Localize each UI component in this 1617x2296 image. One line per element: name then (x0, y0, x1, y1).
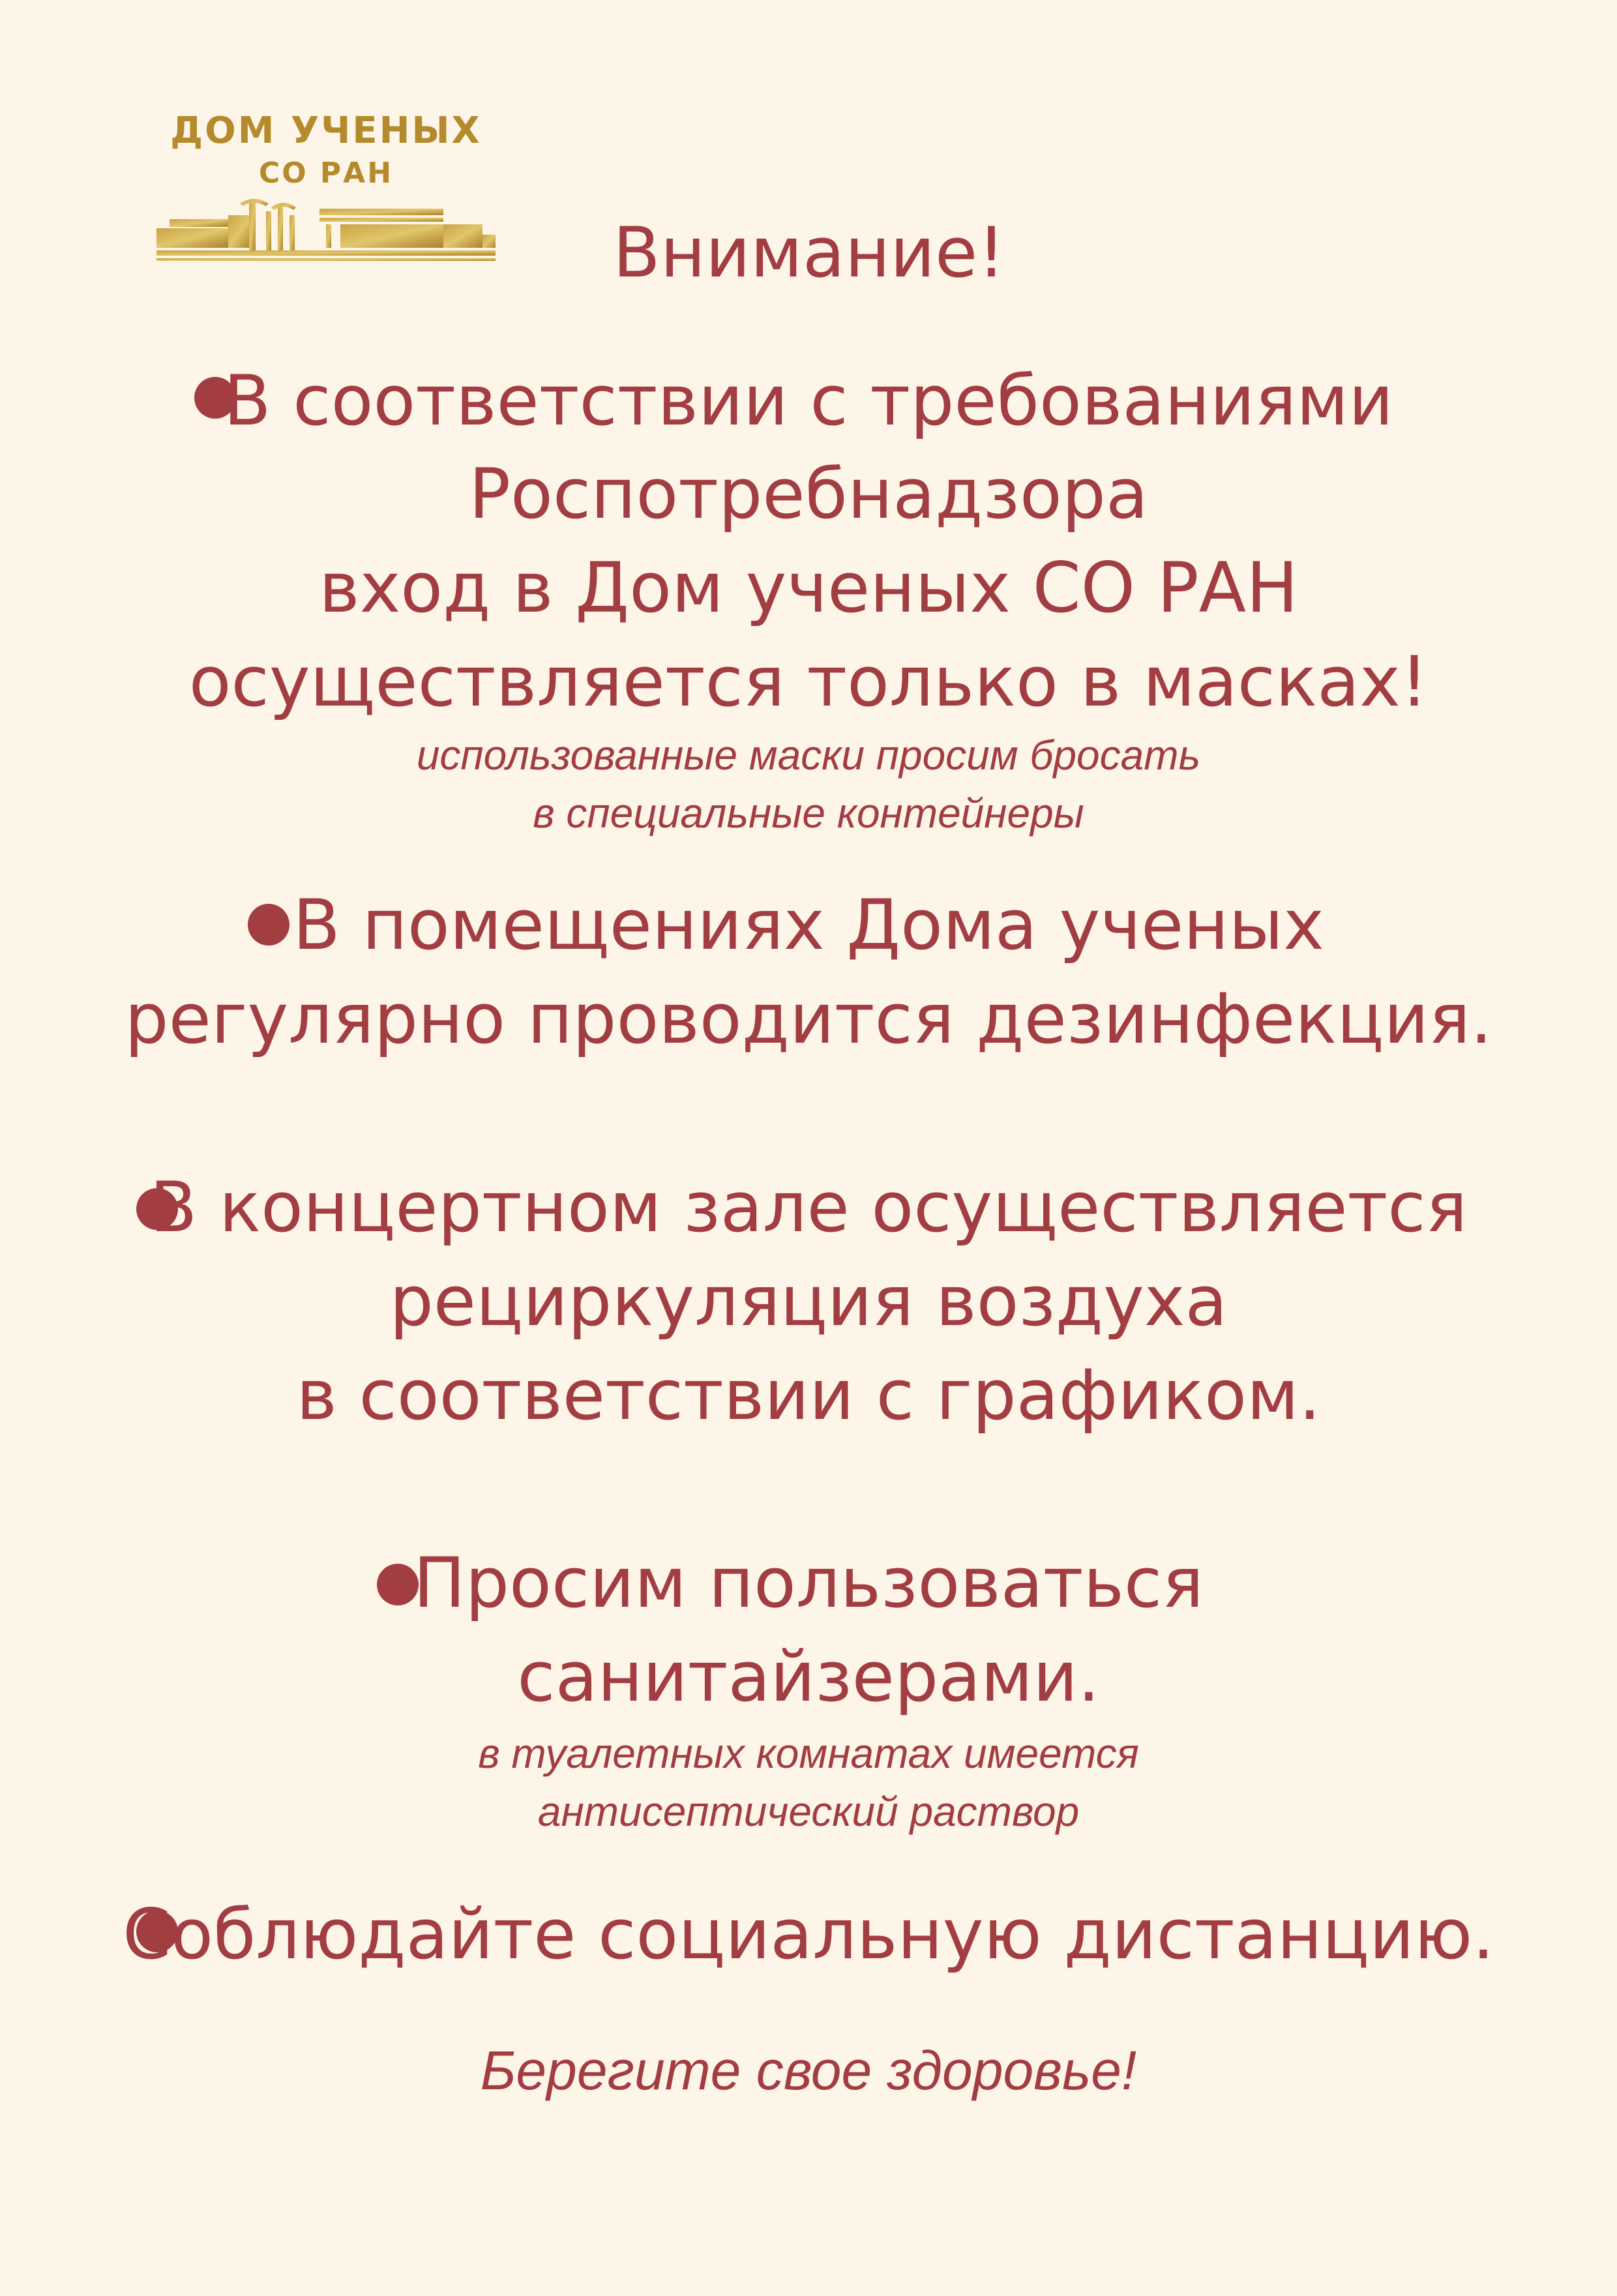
item-1-note-line-1: использованные маски просим бросать (416, 732, 1201, 779)
building-emblem-icon (156, 196, 496, 274)
logo-subtitle: СО РАН (258, 157, 394, 190)
item-2-line-2: регулярно проводится дезинфекция. (125, 979, 1492, 1059)
logo (156, 104, 496, 274)
item-4-line-1: Просим пользоваться (413, 1543, 1204, 1623)
item-5-line-1: Соблюдайте социальную дистанцию. (123, 1894, 1494, 1975)
item-4-note-line-2: антисептический раствор (537, 1788, 1080, 1835)
item-3-line-3: в соответствии с графиком. (296, 1355, 1321, 1435)
item-1-line-2: Роспотребнадзора (469, 454, 1148, 534)
item-1-line-1: В соответствии с требованиями (223, 361, 1394, 441)
item-1-line-4: осуществляется только в масках! (188, 642, 1429, 722)
item-3-line-2: рециркуляция воздуха (389, 1261, 1228, 1341)
logo-title: ДОМ УЧЕНЫХ (170, 110, 482, 152)
item-1-line-3: вход в Дом ученых СО РАН (319, 548, 1298, 628)
item-3-line-1: В концертном зале осуществляется (149, 1167, 1468, 1247)
item-4-line-2: санитайзерами. (517, 1637, 1100, 1717)
item-2-line-1: В помещениях Дома ученых (293, 885, 1324, 965)
item-1-note-line-2: в специальные контейнеры (533, 790, 1084, 837)
closing-message: Берегите свое здоровье! (480, 2040, 1137, 2101)
page-title: Внимание! (613, 213, 1005, 293)
item-4-note-line-1: в туалетных комнатах имеется (478, 1730, 1139, 1777)
